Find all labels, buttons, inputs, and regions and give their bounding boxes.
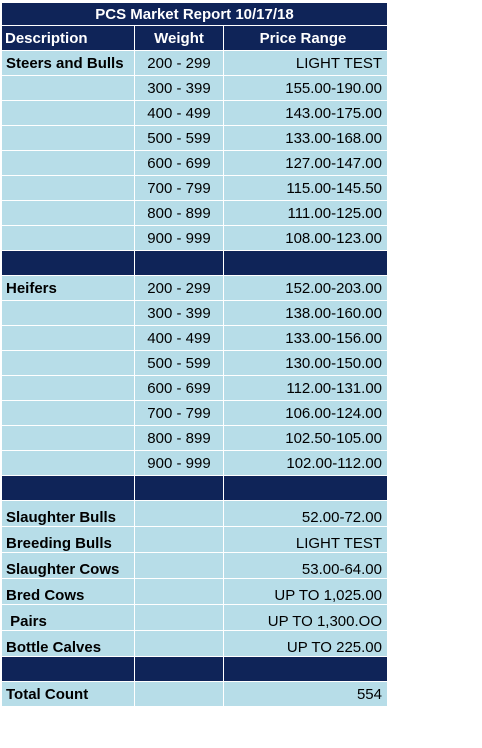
description-cell: Bottle Calves xyxy=(2,631,135,657)
header-row xyxy=(2,26,388,51)
price-cell: 138.00-160.00 xyxy=(224,301,388,326)
description-cell xyxy=(2,351,135,376)
table-row xyxy=(2,326,388,351)
table-row xyxy=(2,501,388,527)
table-row xyxy=(2,426,388,451)
price-cell: 111.00-125.00 xyxy=(224,201,388,226)
price-cell: LIGHT TEST xyxy=(224,527,388,553)
price-cell: 102.50-105.00 xyxy=(224,426,388,451)
table-row xyxy=(2,76,388,101)
weight-cell: 500 - 599 xyxy=(135,351,224,376)
price-range-header: Price Range xyxy=(224,26,388,51)
section-label-heifers: Heifers xyxy=(2,276,135,301)
price-cell: 112.00-131.00 xyxy=(224,376,388,401)
description-cell xyxy=(2,226,135,251)
weight-header: Weight xyxy=(135,26,224,51)
price-cell: 52.00-72.00 xyxy=(224,501,388,527)
table-row xyxy=(2,376,388,401)
weight-cell: 900 - 999 xyxy=(135,226,224,251)
price-cell: UP TO 225.00 xyxy=(224,631,388,657)
weight-cell: 300 - 399 xyxy=(135,76,224,101)
description-cell xyxy=(2,451,135,476)
table-row xyxy=(2,579,388,605)
section-label-steers-and-bulls: Steers and Bulls xyxy=(2,51,135,76)
weight-cell: 400 - 499 xyxy=(135,326,224,351)
price-cell: UP TO 1,025.00 xyxy=(224,579,388,605)
weight-cell xyxy=(135,605,224,631)
description-cell: Breeding Bulls xyxy=(2,527,135,553)
price-cell: LIGHT TEST xyxy=(224,51,388,76)
description-cell xyxy=(2,326,135,351)
total-row xyxy=(2,682,388,707)
table-row xyxy=(2,631,388,657)
report-title: PCS Market Report 10/17/18 xyxy=(2,3,388,26)
description-cell xyxy=(2,426,135,451)
description-cell xyxy=(2,176,135,201)
price-cell: 130.00-150.00 xyxy=(224,351,388,376)
description-cell xyxy=(2,401,135,426)
weight-cell xyxy=(135,682,224,707)
table-row xyxy=(2,51,388,76)
price-cell: 152.00-203.00 xyxy=(224,276,388,301)
price-cell: 102.00-112.00 xyxy=(224,451,388,476)
description-cell xyxy=(2,301,135,326)
table-row xyxy=(2,201,388,226)
weight-cell: 600 - 699 xyxy=(135,376,224,401)
table-row xyxy=(2,553,388,579)
price-cell: 155.00-190.00 xyxy=(224,76,388,101)
description-cell: Slaughter Cows xyxy=(2,553,135,579)
table-row xyxy=(2,351,388,376)
description-cell: Slaughter Bulls xyxy=(2,501,135,527)
weight-cell: 200 - 299 xyxy=(135,276,224,301)
market-report-table xyxy=(1,2,388,707)
table-row xyxy=(2,226,388,251)
table-row xyxy=(2,605,388,631)
description-cell xyxy=(2,151,135,176)
table-row xyxy=(2,176,388,201)
table-row xyxy=(2,276,388,301)
section-divider xyxy=(2,657,388,682)
table-row xyxy=(2,527,388,553)
description-cell xyxy=(2,126,135,151)
description-cell xyxy=(2,101,135,126)
weight-cell: 700 - 799 xyxy=(135,176,224,201)
weight-cell xyxy=(135,527,224,553)
description-header: Description xyxy=(2,26,135,51)
weight-cell: 800 - 899 xyxy=(135,201,224,226)
price-cell: 133.00-156.00 xyxy=(224,326,388,351)
table-row xyxy=(2,126,388,151)
section-divider xyxy=(2,476,388,501)
price-cell: 106.00-124.00 xyxy=(224,401,388,426)
weight-cell xyxy=(135,579,224,605)
weight-cell xyxy=(135,501,224,527)
table-row xyxy=(2,151,388,176)
description-cell xyxy=(2,201,135,226)
weight-cell: 300 - 399 xyxy=(135,301,224,326)
total-value: 554 xyxy=(224,682,388,707)
description-cell xyxy=(2,376,135,401)
table-row xyxy=(2,451,388,476)
price-cell: 53.00-64.00 xyxy=(224,553,388,579)
table-row xyxy=(2,401,388,426)
weight-cell: 200 - 299 xyxy=(135,51,224,76)
description-cell: Bred Cows xyxy=(2,579,135,605)
weight-cell: 900 - 999 xyxy=(135,451,224,476)
weight-cell: 400 - 499 xyxy=(135,101,224,126)
weight-cell: 500 - 599 xyxy=(135,126,224,151)
section-divider xyxy=(2,251,388,276)
price-cell: 133.00-168.00 xyxy=(224,126,388,151)
price-cell: 143.00-175.00 xyxy=(224,101,388,126)
price-cell: 127.00-147.00 xyxy=(224,151,388,176)
total-label: Total Count xyxy=(2,682,135,707)
price-cell: 108.00-123.00 xyxy=(224,226,388,251)
weight-cell xyxy=(135,631,224,657)
price-cell: 115.00-145.50 xyxy=(224,176,388,201)
price-cell: UP TO 1,300.OO xyxy=(224,605,388,631)
table-row xyxy=(2,301,388,326)
description-cell: Pairs xyxy=(2,605,135,631)
description-cell xyxy=(2,76,135,101)
weight-cell: 700 - 799 xyxy=(135,401,224,426)
weight-cell: 800 - 899 xyxy=(135,426,224,451)
weight-cell xyxy=(135,553,224,579)
weight-cell: 600 - 699 xyxy=(135,151,224,176)
table-row xyxy=(2,101,388,126)
